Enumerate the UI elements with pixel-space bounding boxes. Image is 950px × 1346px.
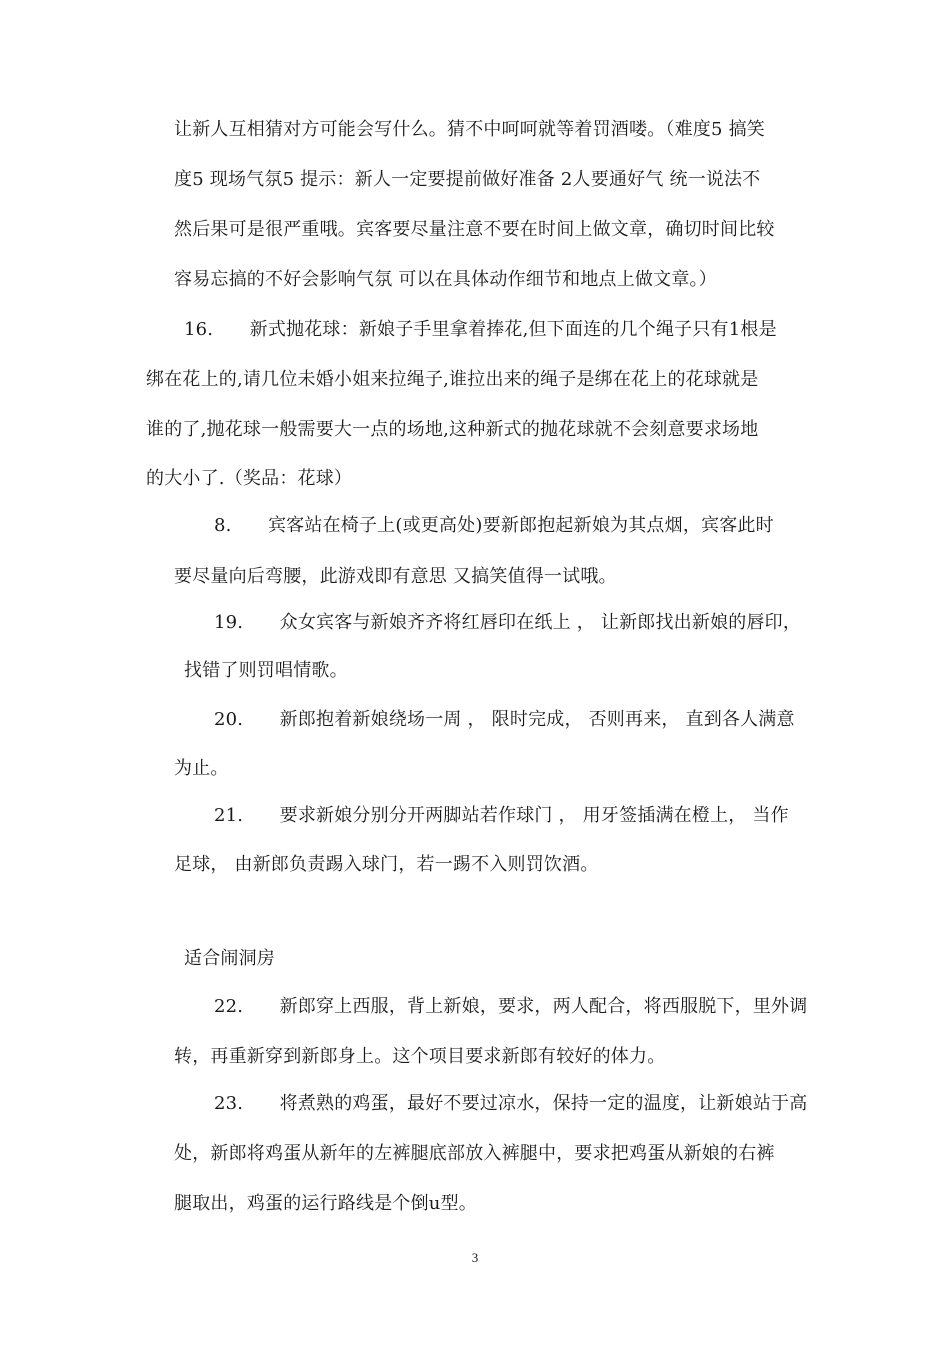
text-line: 度5 现场气氛5 提示：新人一定要提前做好准备 2人要通好气 统一说法不 — [174, 169, 761, 190]
page-number: 3 — [471, 1250, 479, 1265]
text-line: 23. 将煮熟的鸡蛋，最好不要过凉水，保持一定的温度，让新娘站于高 — [214, 1093, 808, 1114]
text-line: 为止。 — [174, 758, 229, 779]
section-heading: 适合闹洞房 — [184, 948, 275, 969]
text-line: 转，再重新穿到新郎身上。这个项目要求新郎有较好的体力。 — [174, 1046, 666, 1067]
text-line: 的大小了.（奖品：花球） — [146, 468, 353, 489]
text-line: 足球， 由新郎负责踢入球门，若一踢不入则罚饮酒。 — [174, 854, 599, 875]
text-line: 16. 新式抛花球：新娘子手里拿着捧花,但下面连的几个绳子只有1根是 — [184, 319, 777, 340]
text-line: 21. 要求新娘分别分开两脚站若作球门 ， 用牙签插满在橙上， 当作 — [214, 805, 789, 826]
text-line: 绑在花上的,请几位未婚小姐来拉绳子,谁拉出来的绳子是绑在花上的花球就是 — [146, 369, 759, 390]
text-line: 腿取出，鸡蛋的运行路线是个倒u型。 — [174, 1193, 477, 1214]
text-line: 容易忘搞的不好会影响气氛 可以在具体动作细节和地点上做文章。） — [174, 269, 717, 290]
text-line: 要尽量向后弯腰，此游戏即有意思 又搞笑值得一试哦。 — [174, 566, 617, 587]
text-line: 处，新郎将鸡蛋从新年的左裤腿底部放入裤腿中，要求把鸡蛋从新娘的右裤 — [174, 1143, 775, 1164]
text-line: 然后果可是很严重哦。宾客要尽量注意不要在时间上做文章，确切时间比较 — [174, 219, 775, 240]
text-line: 让新人互相猜对方可能会写什么。猜不中呵呵就等着罚酒喽。（难度5 搞笑 — [174, 119, 765, 140]
text-line: 谁的了,抛花球一般需要大一点的场地,这种新式的抛花球就不会刻意要求场地 — [146, 419, 759, 440]
text-line: 20. 新郎抱着新娘绕场一周 ， 限时完成， 否则再来， 直到各人满意 — [214, 709, 795, 730]
text-line: 找错了则罚唱情歌。 — [184, 660, 348, 681]
text-line: 19. 众女宾客与新娘齐齐将红唇印在纸上 ， 让新郎找出新娘的唇印， — [214, 612, 802, 633]
text-line: 8. 宾客站在椅子上(或更高处)要新郎抱起新娘为其点烟，宾客此时 — [214, 515, 774, 536]
text-line: 22. 新郎穿上西服，背上新娘，要求，两人配合，将西服脱下，里外调 — [214, 996, 808, 1017]
